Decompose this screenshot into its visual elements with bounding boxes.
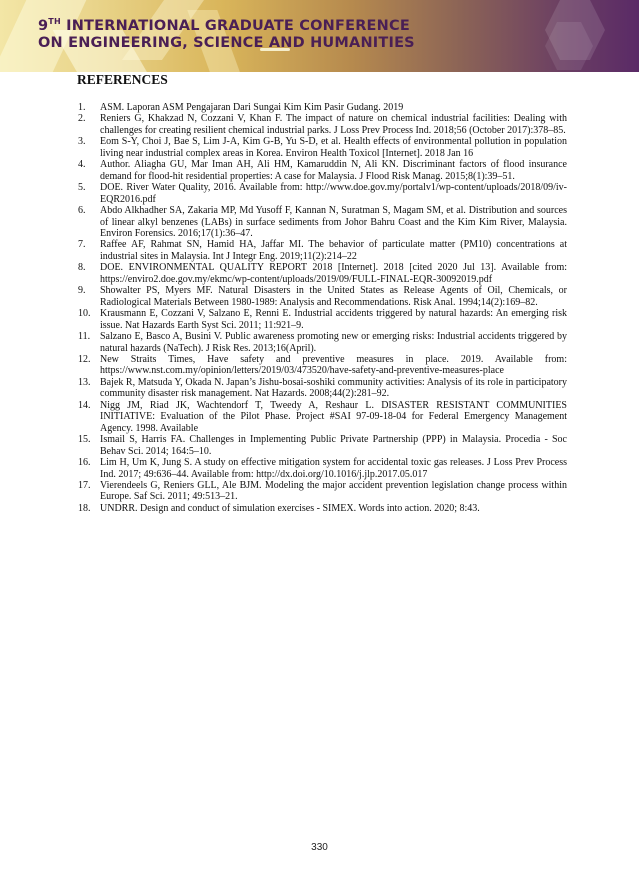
reference-text: Eom S-Y, Choi J, Bae S, Lim J-A, Kim G-B, Yu S-D, et al. Health effects of environmental pollution in population living near industrial complex areas in Korea. Environ Health Toxicol [Internet]. 2018 Jan 16 [100,136,567,159]
section-heading: REFERENCES [77,72,168,87]
reference-number: 9. [78,285,86,297]
reference-item [78,205,567,239]
reference-item [78,239,567,262]
reference-item [78,285,567,308]
reference-item [78,159,567,182]
reference-text: DOE. ENVIRONMENTAL QUALITY REPORT 2018 [Internet]. 2018 [cited 2020 Jul 13]. Available from: https://enviro2.doe.gov.my/ekmc/wp-content/uploads/2019/09/FULL-FINAL-EQR-30092019.pdf [100,262,567,285]
reference-text: Lim H, Um K, Jung S. A study on effective mitigation system for accidental toxic gas releases. J Loss Prev Process Ind. 2017; 49:636–44. Available from: http://dx.doi.org/10.1016/j.jlp.2017.05.017 [100,457,567,480]
reference-number: 6. [78,205,86,217]
reference-item [78,377,567,400]
reference-number: 1. [78,102,86,113]
reference-item [78,308,567,331]
reference-item [78,354,567,377]
reference-number: 13. [78,376,91,388]
reference-text: Vierendeels G, Reniers GLL, Ale BJM. Modeling the major accident prevention legislation change process within Europe. Saf Sci. 2011; 49:513–21. [100,479,567,503]
reference-list [78,102,567,514]
reference-item [78,457,567,480]
reference-number: 2. [78,113,86,125]
reference-number: 16. [78,457,91,469]
reference-number: 17. [78,479,91,491]
reference-text: Ismail S, Harris FA. Challenges in Implementing Public Private Partnership (PPP) in Malaysia. Procedia - Soc Behav Sci. 2014; 164:5–10. [100,434,567,457]
reference-item [78,182,567,205]
reference-number: 7. [78,239,86,251]
reference-item [78,434,567,457]
reference-item [78,262,567,285]
reference-text: Krausmann E, Cozzani V, Salzano E, Renni E. Industrial accidents triggered by natural hazards: An emerging risk issue. Nat Hazards Earth Syst Sci. 2011; 11:921–9. [100,308,567,331]
reference-number: 12. [78,353,91,365]
conference-title [38,13,415,52]
conference-title-line2: ON ENGINEERING, SCIENCE AND HUMANITIES [38,35,415,51]
reference-number: 3. [78,136,86,148]
reference-text: Reniers G, Khakzad N, Cozzani V, Khan F. The impact of nature on chemical industrial facilities: Dealing with challenges for creating resilient chemical industrial parks. J Loss Prev Process Ind. 2018;56 (October 2017):378–85. [100,113,567,136]
reference-text: ASM. Laporan ASM Pengajaran Dari Sungai Kim Kim Pasir Gudang. 2019 [100,102,404,113]
reference-number: 11. [78,331,91,343]
conference-banner [0,0,639,72]
reference-item [78,480,567,503]
reference-text: New Straits Times, Have safety and preventive measures in place. 2019. Available from: https://www.nst.com.my/opinion/letters/2019/03/473520/have-safety-and-preventive-measures-place [100,353,567,377]
reference-number: 5. [78,182,86,194]
reference-item [78,102,567,113]
reference-text: Abdo Alkhadher SA, Zakaria MP, Md Yusoff F, Kannan N, Suratman S, Magam SM, et al. Distribution and sources of linear alkyl benzenes (LABs) in surface sediments from Johor Bahru Coast and the Kim Kim River, Malaysia. Environ Forensics. 2016;17(1):36–47. [100,205,567,239]
conference-title-line1: 9TH INTERNATIONAL GRADUATE CONFERENCE [38,17,410,34]
reference-item [78,503,567,514]
reference-item [78,136,567,159]
reference-number: 4. [78,159,86,171]
reference-item [78,400,567,434]
reference-number: 18. [78,502,91,514]
reference-text: Bajek R, Matsuda Y, Okada N. Japan’s Jishu-bosai-soshiki community activities: Analysis of its role in participatory community disaster risk management. Nat Hazards. 2008;44(2):281–92. [100,376,567,400]
reference-text: Author. Aliagha GU, Mar Iman AH, Ali HM, Kamaruddin N, Ali KN. Discriminant factors of flood insurance demand for flood-hit residential properties: A case for Malaysia. J Flood Risk Manag. 2015;8(1):39–51. [100,159,567,182]
reference-number: 15. [78,434,91,446]
reference-text: Nigg JM, Riad JK, Wachtendorf T, Tweedy A, Reshaur L. DISASTER RESISTANT COMMUNITIES INITIATIVE: Evaluation of the Pilot Phase. Project #SAI 97-09-18-04 for Federal Emergency Management Agency. 1998. Available [100,399,567,434]
reference-text: UNDRR. Design and conduct of simulation exercises - SIMEX. Words into action. 2020; 8:43. [100,502,480,514]
reference-text: DOE. River Water Quality, 2016. Available from: http://www.doe.gov.my/portalv1/wp-content/uploads/2018/09/iv-EQR2016.pdf [100,182,567,205]
reference-number: 8. [78,262,86,274]
page-number: 330 [311,842,328,853]
reference-item [78,113,567,136]
reference-text: Raffee AF, Rahmat SN, Hamid HA, Jaffar MI. The behavior of particulate matter (PM10) concentrations at industrial sites in Malaysia. Int J Integr Eng. 2019;11(2):214–22 [100,239,567,262]
reference-text: Salzano E, Basco A, Busini V. Public awareness promoting new or emerging risks: Industrial accidents triggered by natural hazards (NaTech). J Risk Res. 2013;16(April). [100,331,567,354]
reference-number: 14. [78,399,91,411]
reference-text: Showalter PS, Myers MF. Natural Disasters in the United States as Release Agents of Oil, Chemicals, or Radiological Materials Between 1980-1989: Analysis and Recommendations. Risk Anal. 1994;14(2):169–82. [100,285,567,308]
reference-number: 10. [78,308,91,320]
reference-item [78,331,567,354]
